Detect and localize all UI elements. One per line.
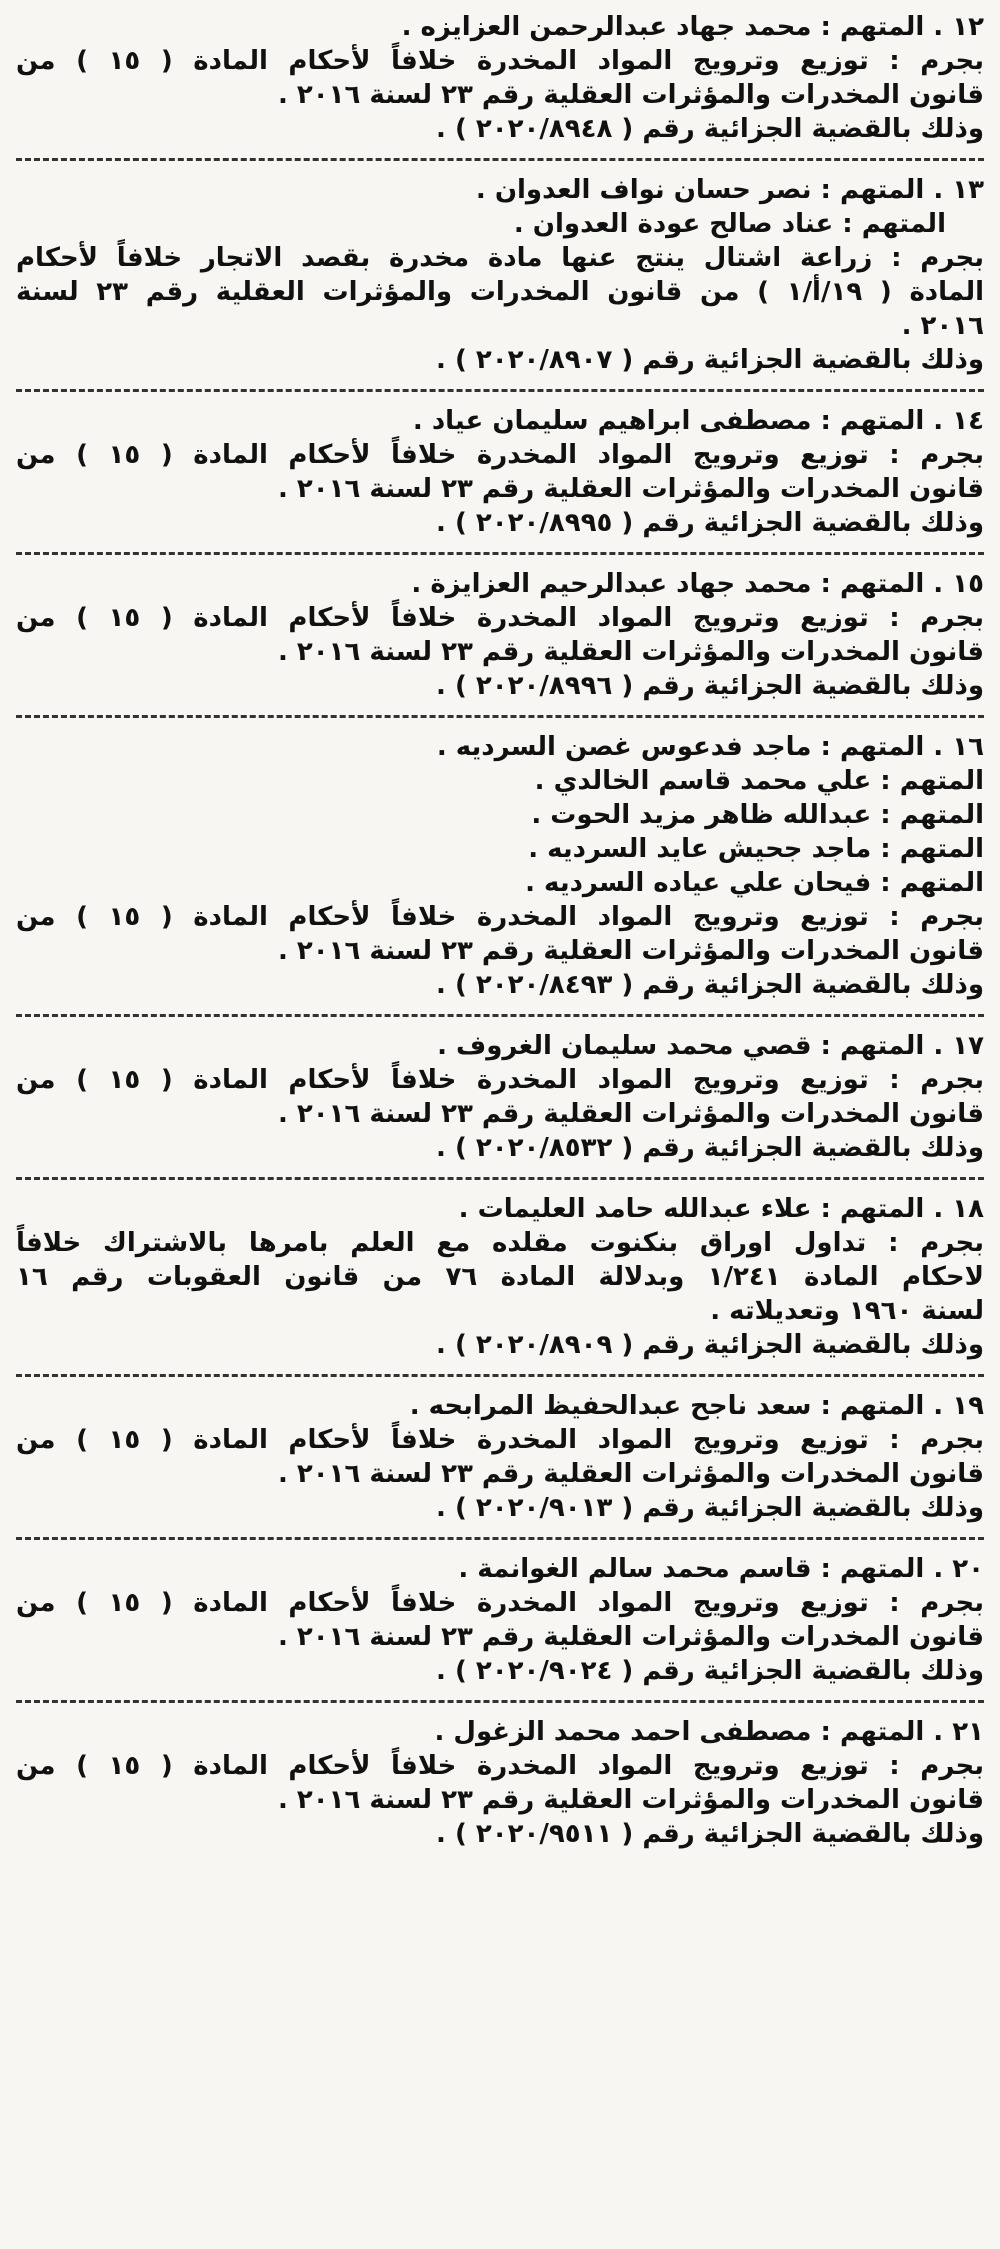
dashed-separator [16,158,984,161]
entry-line: وذلك بالقضية الجزائية رقم ( ٢٠٢٠/٩٠٢٤ ) . [436,1656,984,1686]
entry-line: وذلك بالقضية الجزائية رقم ( ٢٠٢٠/٨٩٩٦ ) . [436,671,984,701]
defendant-entry [16,404,984,540]
entry-line: وذلك بالقضية الجزائية رقم ( ٢٠٢٠/٩٠١٣ ) . [436,1493,984,1523]
dashed-separator [16,1700,984,1703]
entry-line: قانون المخدرات والمؤثرات العقلية رقم ٢٣ لسنة ٢٠١٦ . [277,80,984,110]
entry-line: المتهم : علي محمد قاسم الخالدي . [534,766,984,796]
defendant-entry [16,1715,984,1851]
entry-line: ١٤ . المتهم : مصطفى ابراهيم سليمان عياد . [412,406,984,436]
dashed-separator [16,389,984,392]
defendant-entry [16,1389,984,1525]
entry-line: قانون المخدرات والمؤثرات العقلية رقم ٢٣ لسنة ٢٠١٦ . [277,1785,984,1815]
entry-line: ١٨ . المتهم : علاء عبدالله حامد العليمات . [458,1194,984,1224]
entry-line: بجرم : توزيع وترويج المواد المخدرة خلافاً لأحكام المادة ( ١٥ ) من [16,46,984,76]
entry-line: لسنة ١٩٦٠ وتعديلاته . [710,1296,984,1326]
dashed-separator [16,1014,984,1017]
entry-line: قانون المخدرات والمؤثرات العقلية رقم ٢٣ لسنة ٢٠١٦ . [277,637,984,667]
entry-line: المتهم : عناد صالح عودة العدوان . [513,209,946,239]
defendant-entry [16,1192,984,1362]
entry-line: بجرم : توزيع وترويج المواد المخدرة خلافاً لأحكام المادة ( ١٥ ) من [16,603,984,633]
entry-line: ١٩ . المتهم : سعد ناجح عبدالحفيظ المرابحه . [409,1391,984,1421]
entry-line: وذلك بالقضية الجزائية رقم ( ٢٠٢٠/٨٩٠٩ ) . [436,1330,984,1360]
entry-line: بجرم : توزيع وترويج المواد المخدرة خلافاً لأحكام المادة ( ١٥ ) من [16,1425,984,1455]
entry-line: بجرم : توزيع وترويج المواد المخدرة خلافاً لأحكام المادة ( ١٥ ) من [16,902,984,932]
entry-line: وذلك بالقضية الجزائية رقم ( ٢٠٢٠/٨٩٠٧ ) . [436,345,984,375]
entry-line: وذلك بالقضية الجزائية رقم ( ٢٠٢٠/٨٥٣٢ ) . [436,1133,984,1163]
entry-line: بجرم : زراعة اشتال ينتج عنها مادة مخدرة بقصد الاتجار خلافاً لأحكام [16,243,984,273]
entry-line: لاحكام المادة ١/٢٤١ وبدلالة المادة ٧٦ من قانون العقوبات رقم ١٦ [16,1262,984,1292]
dashed-separator [16,1374,984,1377]
entry-line: قانون المخدرات والمؤثرات العقلية رقم ٢٣ لسنة ٢٠١٦ . [277,1459,984,1489]
dashed-separator [16,1537,984,1540]
entry-line: قانون المخدرات والمؤثرات العقلية رقم ٢٣ لسنة ٢٠١٦ . [277,1622,984,1652]
entry-line: ١٢ . المتهم : محمد جهاد عبدالرحمن العزايزه . [401,12,984,42]
entry-line: وذلك بالقضية الجزائية رقم ( ٢٠٢٠/٩٥١١ ) . [436,1819,984,1849]
entry-line: المتهم : فيحان علي عياده السرديه . [525,868,984,898]
entry-line: ١٦ . المتهم : ماجد فدعوس غصن السرديه . [436,732,984,762]
entry-line: قانون المخدرات والمؤثرات العقلية رقم ٢٣ لسنة ٢٠١٦ . [277,1099,984,1129]
defendant-entry [16,730,984,1002]
entry-line: بجرم : توزيع وترويج المواد المخدرة خلافاً لأحكام المادة ( ١٥ ) من [16,1065,984,1095]
entry-line: بجرم : توزيع وترويج المواد المخدرة خلافاً لأحكام المادة ( ١٥ ) من [16,440,984,470]
entry-line: المتهم : ماجد جحيش عايد السرديه . [528,834,984,864]
defendant-entry [16,10,984,146]
entry-line: المتهم : عبدالله ظاهر مزيد الحوت . [531,800,984,830]
entry-line: ١٣ . المتهم : نصر حسان نواف العدوان . [475,175,984,205]
entry-line: بجرم : توزيع وترويج المواد المخدرة خلافاً لأحكام المادة ( ١٥ ) من [16,1751,984,1781]
entry-line: المادة ( ١٩/أ/١ ) من قانون المخدرات والمؤثرات العقلية رقم ٢٣ لسنة [16,277,984,307]
dashed-separator [16,715,984,718]
entry-line: وذلك بالقضية الجزائية رقم ( ٢٠٢٠/٨٩٩٥ ) . [436,508,984,538]
entry-line: ٢١ . المتهم : مصطفى احمد محمد الزغول . [434,1717,984,1747]
defendant-entry [16,1029,984,1165]
entry-line: وذلك بالقضية الجزائية رقم ( ٢٠٢٠/٨٤٩٣ ) . [436,970,984,1000]
entry-line: قانون المخدرات والمؤثرات العقلية رقم ٢٣ لسنة ٢٠١٦ . [277,936,984,966]
entry-line: ٢٠ . المتهم : قاسم محمد سالم الغوانمة . [458,1554,984,1584]
dashed-separator [16,552,984,555]
defendant-entry [16,1552,984,1688]
entry-line: ١٥ . المتهم : محمد جهاد عبدالرحيم العزايزة . [411,569,984,599]
defendant-entry [16,567,984,703]
entry-line: بجرم : توزيع وترويج المواد المخدرة خلافاً لأحكام المادة ( ١٥ ) من [16,1588,984,1618]
dashed-separator [16,1177,984,1180]
entry-line: بجرم : تداول اوراق بنكنوت مقلده مع العلم بامرها بالاشتراك خلافاً [16,1228,984,1258]
entry-line: ٢٠١٦ . [901,311,984,341]
entry-line: ١٧ . المتهم : قصي محمد سليمان الغروف . [437,1031,984,1061]
entry-line: وذلك بالقضية الجزائية رقم ( ٢٠٢٠/٨٩٤٨ ) . [436,114,984,144]
entry-line: قانون المخدرات والمؤثرات العقلية رقم ٢٣ لسنة ٢٠١٦ . [277,474,984,504]
defendant-entry [16,173,984,377]
